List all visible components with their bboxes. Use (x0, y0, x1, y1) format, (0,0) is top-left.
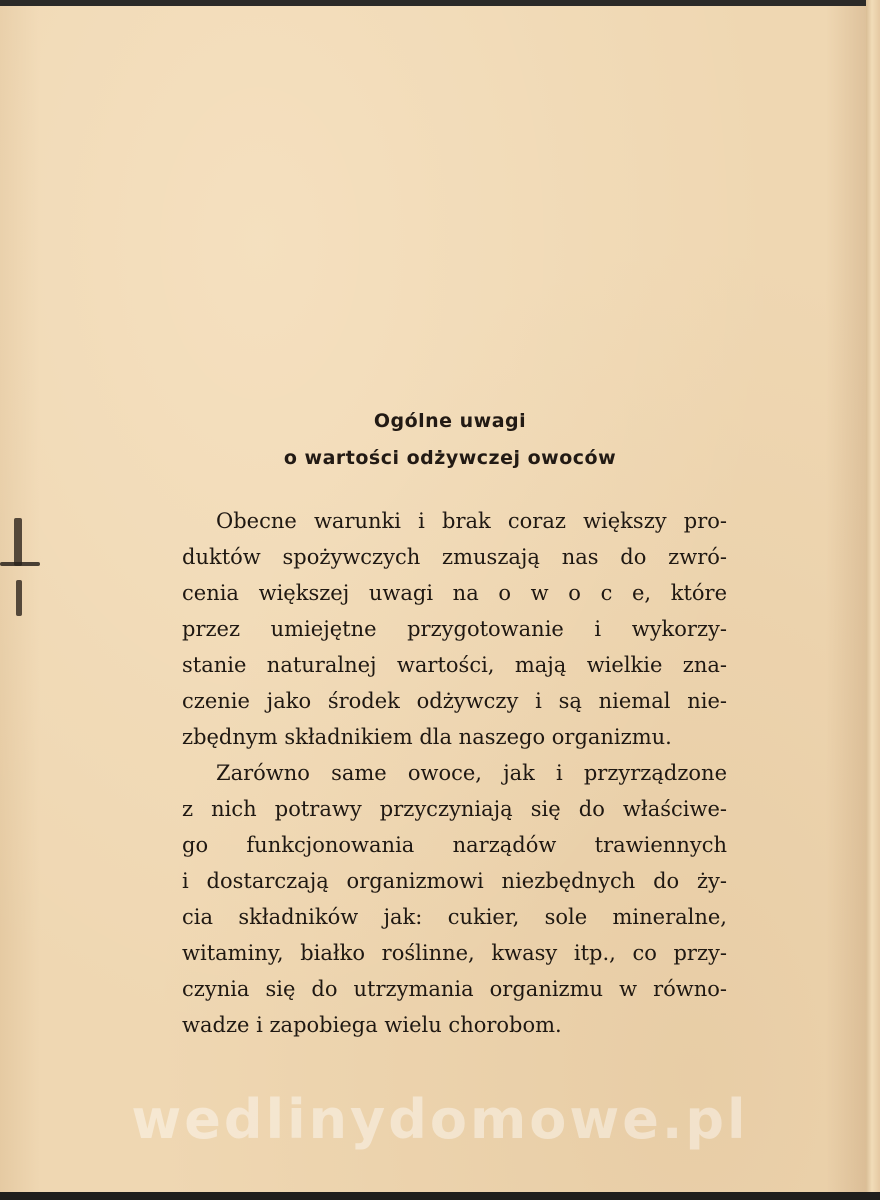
text-line: cia składników jak: cukier, sole mineralne, (182, 905, 727, 929)
watermark-text: wedlinydomowe.pl (131, 1088, 749, 1151)
text-line: czynia się do utrzymania organizmu w równo- (182, 977, 727, 1001)
text-line: go funkcjonowania narządów trawiennych (182, 833, 727, 857)
text-line: witaminy, białko roślinne, kwasy itp., co przy- (182, 941, 727, 965)
binding-thread-mark (0, 562, 40, 566)
binding-thread-mark (16, 580, 22, 616)
binding-thread-mark (14, 518, 22, 566)
text-line: i dostarczają organizmowi niezbędnych do ży- (182, 869, 727, 893)
text-line: wadze i zapobiega wielu chorobom. (182, 1013, 562, 1037)
text-line: z nich potrawy przyczyniają się do właściwe- (182, 797, 727, 821)
body-text (182, 503, 727, 1043)
text-line: zbędnym składnikiem dla naszego organizmu. (182, 725, 672, 749)
text-line: Obecne warunki i brak coraz większy pro- (216, 509, 727, 533)
text-line: Zarówno same owoce, jak i przyrządzone (216, 761, 727, 785)
section-title-line-1: Ogólne uwagi (373, 410, 527, 432)
text-line: duktów spożywczych zmuszają nas do zwró- (182, 545, 727, 569)
page-bottom-edge (0, 1192, 880, 1200)
text-line: cenia większej uwagi na o w o c e, które (182, 581, 727, 605)
page-edge (866, 0, 880, 1200)
text-line: czenie jako środek odżywczy i są niemal nie- (182, 689, 727, 713)
text-line: stanie naturalnej wartości, mają wielkie zna- (182, 653, 727, 677)
text-line: przez umiejętne przygotowanie i wykorzy- (182, 617, 727, 641)
section-title-line-2: o wartości odżywczej owoców (283, 447, 617, 469)
